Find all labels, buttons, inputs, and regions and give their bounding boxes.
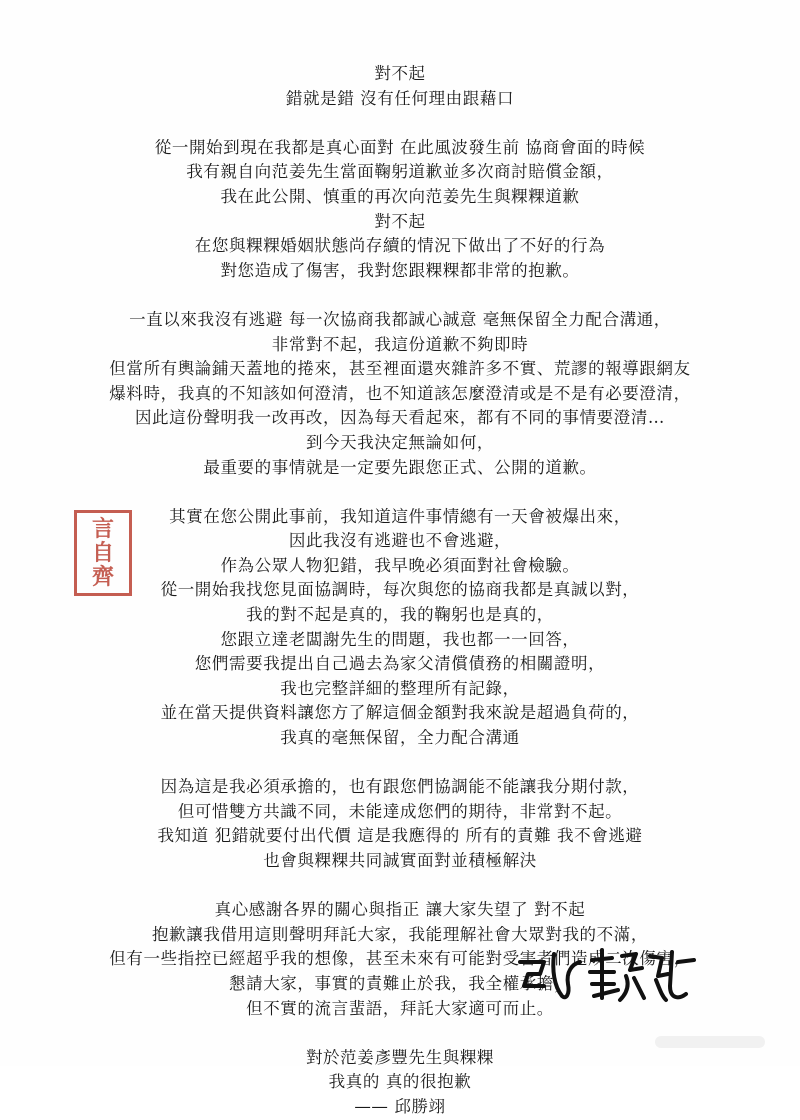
letter-line: 在您與粿粿婚姻狀態尚存續的情況下做出了不好的行為 <box>194 236 606 256</box>
letter-line: 最重要的事情就是一定要先跟您正式、公開的道歉。 <box>203 457 597 477</box>
letter-line: 從一開始我找您見面協調時，每次與您的協商我都是真誠以對， <box>160 580 640 600</box>
letter-line: 但有一些指控已經超乎我的想像，甚至未來有可能對受害者們造成二次傷害， <box>109 949 691 969</box>
letter-line: 對不起 <box>374 64 426 83</box>
letter-line: 錯就是錯 沒有任何理由跟藉口 <box>285 88 515 108</box>
letter-line: 我的對不起是真的，我的鞠躬也是真的， <box>246 605 554 625</box>
letter-line: 但當所有輿論鋪天蓋地的捲來，甚至裡面還夾雜許多不實、荒謬的報導跟網友 <box>109 359 691 379</box>
letter-line: 也會與粿粿共同誠實面對並積極解決 <box>263 851 537 870</box>
letter-line: 因此這份聲明我一改再改，因為每天看起來，都有不同的事情要澄清… <box>134 408 666 428</box>
letter-line: 作為公眾人物犯錯，我早晚必須面對社會檢驗。 <box>220 555 580 575</box>
letter-line: 對不起 <box>374 211 426 231</box>
letter-line: 因此我沒有逃避也不會逃避， <box>288 531 512 551</box>
paragraph-gap <box>40 283 760 308</box>
letter-line: 對您造成了傷害，我對您跟粿粿都非常的抱歉。 <box>220 260 580 280</box>
letter-line: 我在此公開、慎重的再次向范姜先生與粿粿道歉 <box>220 186 580 206</box>
letter-line: 對於范姜彥豐先生與粿粿 <box>305 1047 495 1067</box>
letter-line: 從一開始到現在我都是真心面對 在此風波發生前 協商會面的時候 <box>154 137 646 157</box>
letter-line: —— 邱勝翊 <box>354 1096 446 1116</box>
letter-line: 其實在您公開此事前，我知道這件事情總有一天會被爆出來， <box>169 506 631 526</box>
letter-line: 我知道 犯錯就要付出代價 這是我應得的 所有的責難 我不會逃避 <box>157 826 643 846</box>
paragraph-gap <box>40 751 760 776</box>
paragraph-gap <box>40 480 760 505</box>
seal-character: 自 <box>91 540 114 566</box>
letter-line: 非常對不起，我這份道歉不夠即時 <box>271 334 529 354</box>
letter-line: 並在當天提供資料讓您方了解這個金額對我來說是超過負荷的， <box>160 703 640 723</box>
letter-line: 您們需要我提出自己過去為家父清償債務的相關證明， <box>194 654 606 674</box>
letter-line: 但不實的流言蜚語，拜託大家適可而止。 <box>246 998 554 1018</box>
letter-line: 我真的 真的很抱歉 <box>328 1072 472 1092</box>
letter-line: 我有親自向范姜先生當面鞠躬道歉並多次商討賠償金額， <box>186 162 614 182</box>
watermark-bar <box>655 1036 765 1048</box>
letter-line: 懇請大家，事實的責難止於我，我全權承擔， <box>229 973 571 993</box>
letter-line: 到今天我決定無論如何， <box>305 432 495 452</box>
paragraph-gap <box>40 111 760 136</box>
seal-character: 言 <box>91 516 114 542</box>
red-seal-stamp <box>74 510 132 596</box>
handwritten-signature <box>510 940 700 1014</box>
letter-line: 真心感謝各界的關心與指正 讓大家失望了 對不起 <box>214 900 586 920</box>
letter-line: 我也完整詳細的整理所有記錄， <box>280 678 520 698</box>
letter-line: 您跟立達老闆謝先生的問題，我也都一一回答， <box>220 629 580 649</box>
letter-line: 但可惜雙方共識不同，未能達成您們的期待，非常對不起。 <box>177 801 623 821</box>
seal-character: 齊 <box>91 564 114 590</box>
paragraph-gap <box>40 1021 760 1046</box>
paragraph-gap <box>40 874 760 899</box>
letter-line: 一直以來我沒有逃避 每一次協商我都誠心誠意 毫無保留全力配合溝通， <box>129 309 671 329</box>
letter-line: 爆料時，我真的不知該如何澄清，也不知道該怎麼澄清或是不是有必要澄清， <box>109 383 691 403</box>
signature-icon <box>510 940 700 1010</box>
letter-line: 我真的毫無保留，全力配合溝通 <box>280 728 520 748</box>
letter-line: 因為這是我必須承擔的，也有跟您們協調能不能讓我分期付款， <box>160 777 640 797</box>
letter-line: 抱歉讓我借用這則聲明拜託大家，我能理解社會大眾對我的不滿， <box>152 924 648 944</box>
